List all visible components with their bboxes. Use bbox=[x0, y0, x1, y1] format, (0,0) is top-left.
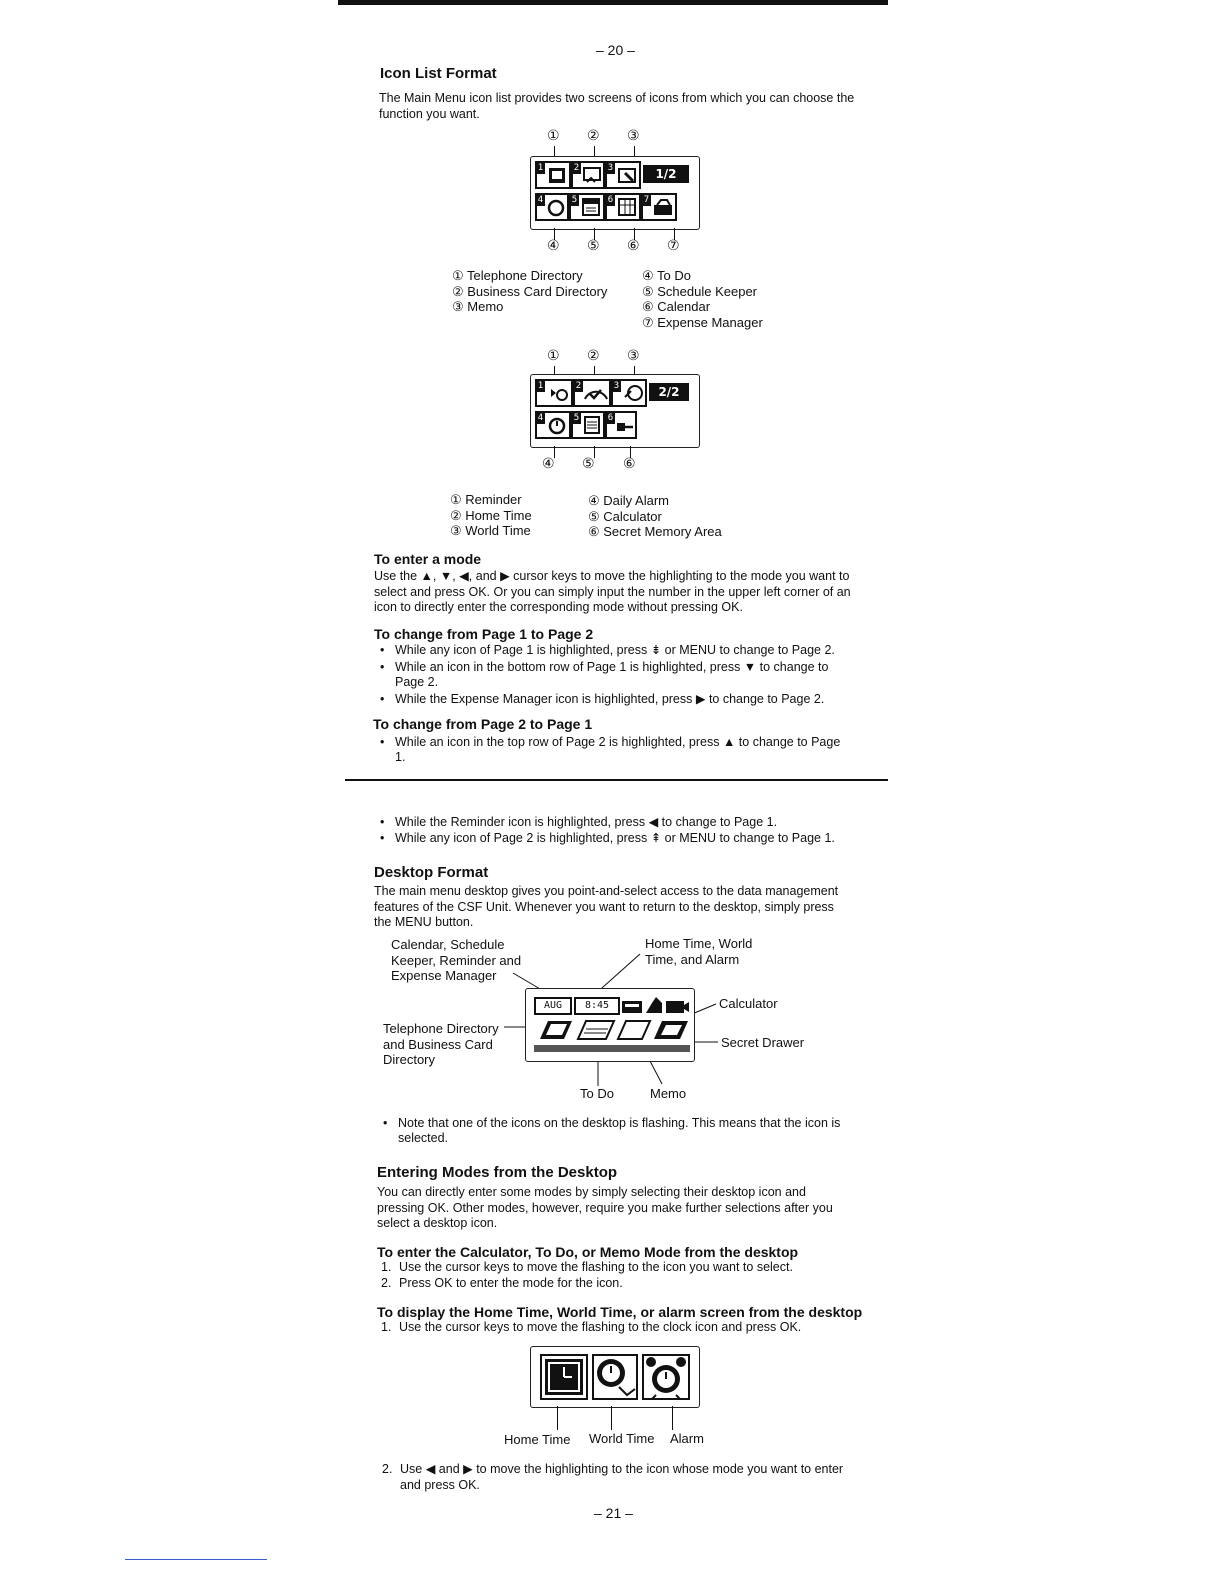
label-memo: Memo bbox=[650, 1086, 687, 1101]
list-item bbox=[377, 1260, 851, 1276]
legend-daily-alarm: ④ Daily Alarm bbox=[588, 493, 670, 508]
page2-to-1-list-a bbox=[373, 735, 853, 765]
business-card-icon[interactable]: 2 bbox=[571, 161, 605, 189]
desktop-calculator-icon[interactable] bbox=[620, 995, 690, 1017]
top-rule bbox=[338, 0, 888, 5]
label-to-do: To Do bbox=[580, 1086, 614, 1101]
enter-mode-text: Use the ▲, ▼, ◀, and ▶ cursor keys to move the highlighting to the mode you want to select and press OK. Or you can simply input the number in the upper left corner of an icon to directly enter the corresponding mode without pressing OK. bbox=[374, 569, 851, 614]
desktop-calendar-month[interactable]: AUG bbox=[534, 997, 572, 1015]
legend-calculator: ⑤ Calculator bbox=[588, 508, 662, 524]
home-time-icon[interactable]: 2 bbox=[573, 379, 611, 407]
label-line: Home Time, World bbox=[645, 936, 753, 951]
reminder-icon[interactable]: 1 bbox=[535, 379, 573, 407]
lcd-clock bbox=[530, 1346, 700, 1408]
secret-memory-key-icon[interactable]: 6 bbox=[605, 411, 637, 439]
callout-4: ④ bbox=[542, 456, 555, 472]
page2-to-1-list-b bbox=[373, 815, 853, 846]
step-number: 2. bbox=[382, 1462, 393, 1476]
legend-world-time: ③ World Time bbox=[450, 523, 531, 538]
clock-icons[interactable] bbox=[539, 1353, 691, 1401]
desktop-figure bbox=[380, 934, 820, 1104]
desktop-note-list bbox=[376, 1116, 854, 1146]
calendar-icon[interactable]: 6 bbox=[605, 193, 641, 221]
page1-legend-left bbox=[452, 268, 607, 315]
desktop-secret-drawer[interactable] bbox=[534, 1045, 690, 1052]
label-line: Expense Manager bbox=[391, 968, 497, 983]
page2-legend-right bbox=[588, 493, 722, 540]
callout-2: ② bbox=[587, 348, 600, 364]
list-item bbox=[377, 1320, 851, 1336]
desktop-heading: Desktop Format bbox=[374, 864, 489, 881]
callout-3: ③ bbox=[627, 128, 640, 144]
calc-mode-steps bbox=[377, 1260, 851, 1291]
page-number-bottom: – 21 – bbox=[594, 1505, 633, 1521]
step-number: 1. bbox=[381, 1320, 392, 1334]
page-indicator-2of2: 2/2 bbox=[649, 383, 689, 401]
desktop-intro: The main menu desktop gives you point-and-select access to the data management features of the CSF Unit. Whenever you want to return to the desktop, simply press the MENU button. bbox=[374, 884, 839, 929]
step-text: Use ◀ and ▶ to move the highlighting to the icon whose mode you want to enter and press OK. bbox=[400, 1462, 844, 1492]
legend-telephone-directory: ① Telephone Directory bbox=[452, 268, 583, 283]
page2-legend-left bbox=[450, 492, 532, 539]
page-divider bbox=[345, 779, 888, 781]
step-number: 2. bbox=[381, 1275, 392, 1290]
desktop-clock-time[interactable]: 8:45 bbox=[574, 997, 620, 1015]
legend-schedule-keeper: ⑤ Schedule Keeper bbox=[642, 283, 758, 299]
enter-mode-heading: To enter a mode bbox=[374, 551, 482, 567]
to-do-icon[interactable]: 4 bbox=[535, 193, 569, 221]
label-calculator: Calculator bbox=[719, 996, 778, 1011]
entering-heading: Entering Modes from the Desktop bbox=[377, 1164, 618, 1181]
page1-legend-right bbox=[642, 268, 763, 330]
legend-expense-manager: ⑦ Expense Manager bbox=[642, 314, 763, 330]
schedule-keeper-icon[interactable]: 5 bbox=[569, 193, 605, 221]
clock-mode-step2 bbox=[378, 1462, 852, 1493]
callout-5: ⑤ bbox=[587, 238, 600, 254]
lcd-page2 bbox=[530, 374, 700, 448]
list-item bbox=[378, 1462, 852, 1493]
memo-icon[interactable]: 3 bbox=[605, 161, 641, 189]
callout-1: ① bbox=[547, 128, 560, 144]
label-line: Time, and Alarm bbox=[645, 951, 740, 967]
step-text: Use the cursor keys to move the flashing to the clock icon and press OK. bbox=[399, 1320, 802, 1334]
page1-to-2-list bbox=[373, 643, 853, 707]
page1-to-2-heading: To change from Page 1 to Page 2 bbox=[374, 626, 594, 642]
desktop-phone-card-todo-memo-icons[interactable] bbox=[534, 1019, 690, 1041]
legend-secret-memory-area: ⑥ Secret Memory Area bbox=[588, 524, 722, 539]
legend-home-time: ② Home Time bbox=[450, 507, 532, 523]
page-number-top: – 20 – bbox=[596, 42, 635, 58]
list-item: • While an icon in the bottom row of Page 1 is highlighted, press ▼ to change to Page 2. bbox=[373, 660, 853, 690]
label-line: Calendar, Schedule bbox=[391, 937, 505, 952]
step-text: Use the cursor keys to move the flashing to the icon you want to select. bbox=[399, 1260, 793, 1274]
label-world-time: World Time bbox=[589, 1431, 655, 1446]
legend-memo: ③ Memo bbox=[452, 299, 504, 314]
lcd-page1 bbox=[530, 156, 700, 230]
label-line: Keeper, Reminder and bbox=[391, 952, 522, 968]
list-item: • While any icon of Page 1 is highlighted, press ⇟ or MENU to change to Page 2. bbox=[373, 643, 853, 658]
legend-reminder: ① Reminder bbox=[450, 492, 522, 507]
icon-screen-page1 bbox=[526, 128, 706, 254]
label-line: Directory bbox=[383, 1052, 436, 1067]
legend-calendar: ⑥ Calendar bbox=[642, 299, 711, 314]
label-secret-drawer: Secret Drawer bbox=[721, 1035, 805, 1050]
icon-screen-page2 bbox=[526, 348, 706, 476]
telephone-directory-icon[interactable]: 1 bbox=[535, 161, 571, 189]
icon-list-heading: Icon List Format bbox=[380, 65, 497, 82]
callout-3: ③ bbox=[627, 348, 640, 364]
clock-mode-heading: To display the Home Time, World Time, or alarm screen from the desktop bbox=[377, 1304, 863, 1320]
icon-list-intro: The Main Menu icon list provides two screens of icons from which you can choose the function you want. bbox=[379, 91, 855, 121]
calc-mode-heading: To enter the Calculator, To Do, or Memo Mode from the desktop bbox=[377, 1244, 799, 1260]
clock-figure bbox=[500, 1344, 720, 1454]
legend-to-do: ④ To Do bbox=[642, 268, 691, 283]
callout-5: ⑤ bbox=[582, 456, 595, 472]
world-time-icon[interactable]: 3 bbox=[611, 379, 647, 407]
callout-1: ① bbox=[547, 348, 560, 364]
label-line: and Business Card bbox=[383, 1036, 493, 1052]
clock-mode-step1 bbox=[377, 1320, 851, 1336]
entering-text: You can directly enter some modes by simply selecting their desktop icon and pressing OK. Other modes, however, require you make further selections after you select a desktop icon. bbox=[377, 1185, 833, 1230]
step-number: 1. bbox=[381, 1260, 392, 1274]
label-line: Telephone Directory bbox=[383, 1021, 499, 1036]
expense-manager-icon[interactable]: 7 bbox=[641, 193, 677, 221]
daily-alarm-icon[interactable]: 4 bbox=[535, 411, 571, 439]
lcd-desktop bbox=[525, 988, 695, 1062]
callout-7: ⑦ bbox=[667, 238, 680, 254]
step-text: Press OK to enter the mode for the icon. bbox=[399, 1275, 623, 1290]
callout-2: ② bbox=[587, 128, 600, 144]
page-indicator-1of2: 1/2 bbox=[643, 165, 689, 183]
footer-rule bbox=[125, 1559, 267, 1560]
list-item: • While any icon of Page 2 is highlighted, press ⇞ or MENU to change to Page 1. bbox=[373, 831, 853, 846]
label-home-time: Home Time bbox=[504, 1432, 571, 1447]
list-item: • Note that one of the icons on the desktop is flashing. This means that the icon is selected. bbox=[376, 1116, 854, 1146]
callout-4: ④ bbox=[547, 238, 560, 254]
list-item: • While the Expense Manager icon is highlighted, press ▶ to change to Page 2. bbox=[373, 692, 853, 707]
list-item: • While the Reminder icon is highlighted, press ◀ to change to Page 1. bbox=[373, 815, 853, 830]
page2-to-1-heading: To change from Page 2 to Page 1 bbox=[373, 716, 593, 732]
callout-6: ⑥ bbox=[623, 456, 636, 472]
list-item: • While an icon in the top row of Page 2 is highlighted, press ▲ to change to Page 1. bbox=[373, 735, 853, 765]
legend-business-card-directory: ② Business Card Directory bbox=[452, 283, 608, 299]
calculator-icon[interactable]: 5 bbox=[571, 411, 605, 439]
callout-6: ⑥ bbox=[627, 238, 640, 254]
list-item bbox=[377, 1276, 851, 1292]
label-alarm: Alarm bbox=[670, 1431, 704, 1446]
